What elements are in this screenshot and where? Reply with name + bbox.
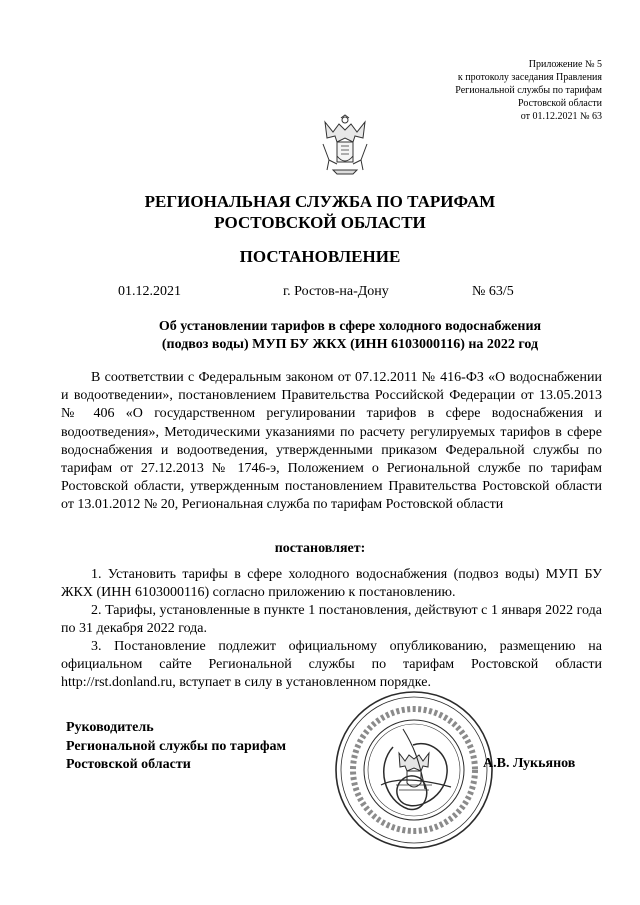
document-date: 01.12.2021	[118, 284, 181, 299]
attachment-line: к протоколу заседания Правления	[457, 72, 602, 83]
attachment-note	[372, 58, 602, 123]
resolution-item-2: 2. Тарифы, установленные в пункте 1 постановления, действуют с 1 января 2022 года по 31 декабря 2022 года.	[61, 603, 602, 637]
attachment-line: Приложение № 5	[528, 59, 602, 70]
document-subject	[120, 318, 580, 354]
agency-title	[0, 191, 640, 233]
coat-of-arms-icon	[315, 114, 375, 178]
signer-name: А.В. Лукьянов	[483, 756, 576, 771]
attachment-line: Региональной службы по тарифам	[455, 85, 602, 96]
document-type: ПОСТАНОВЛЕНИЕ	[239, 247, 401, 266]
official-seal-icon	[333, 689, 495, 851]
signer-title-line: Руководитель	[66, 720, 154, 735]
subject-line-1: Об установлении тарифов в сфере холодного водоснабжения	[158, 319, 542, 334]
attachment-line: Ростовской области	[518, 98, 602, 109]
document-city: г. Ростов-на-Дону	[283, 284, 389, 299]
attachment-line: от 01.12.2021 № 63	[520, 111, 602, 122]
resolution-item-3: 3. Постановление подлежит официальному опубликованию, размещению на официальном сайте Региональной службы по тарифам Ростовской области http://rst.donland.ru, вступает в силу в установленном порядке.	[61, 639, 602, 691]
resolution-item-1: 1. Установить тарифы в сфере холодного водоснабжения (подвоз воды) МУП БУ ЖКХ (ИНН 6103000116) согласно приложению к постановлению.	[61, 567, 602, 601]
subject-line-2: (подвоз воды) МУП БУ ЖКХ (ИНН 6103000116) на 2022 год	[161, 337, 539, 352]
document-number: № 63/5	[472, 284, 514, 299]
resolves-heading: постановляет:	[274, 541, 366, 556]
signer-title-line: Ростовской области	[66, 757, 191, 772]
agency-line-1: РЕГИОНАЛЬНАЯ СЛУЖБА ПО ТАРИФАМ	[144, 192, 496, 211]
signer-title	[66, 719, 326, 775]
signer-title-line: Региональной службы по тарифам	[66, 738, 287, 754]
agency-line-2: РОСТОВСКОЙ ОБЛАСТИ	[214, 213, 426, 232]
preamble-paragraph: В соответствии с Федеральным законом от 07.12.2011 № 416-ФЗ «О водоснабжении и водоотведении», постановлением Правительства Российской Федерации от 13.05.2013 № 406 «О государственном регулировании тарифов в сфере водоснабжения и водоотведения», Методическими указаниями по расчету регулируемых тарифов в сфере водоснабжения и водоотведения, утвержденными приказом Федеральной службы по тарифам от 27.12.2013 № 1746-э, Положением о Региональной службе по тарифам Ростовской области, утвержденным постановлением Правительства Ростовской области от 13.01.2012 № 20, Региональная служба по тарифам Ростовской области	[61, 370, 602, 513]
